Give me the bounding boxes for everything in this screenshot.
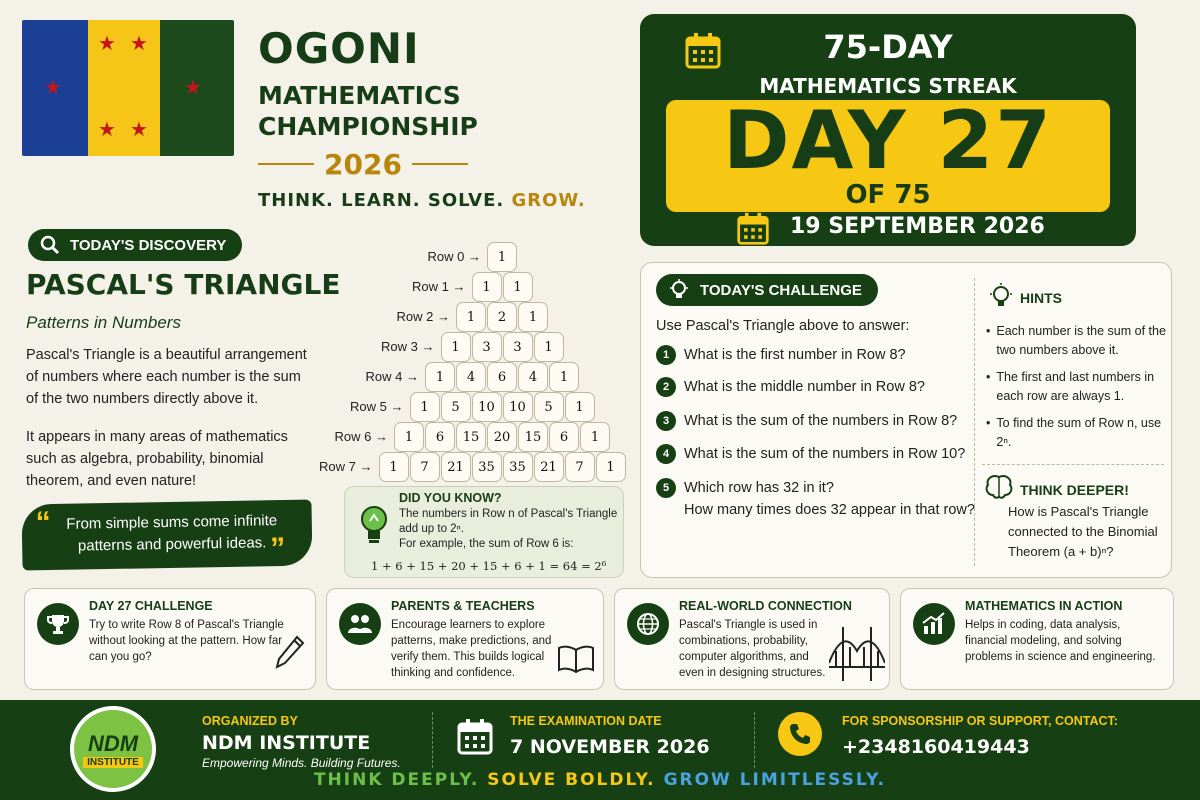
card-math-in-action — [900, 588, 1174, 690]
question-text: What is the sum of the numbers in Row 8? — [684, 413, 958, 429]
triangle-cell: 2 — [487, 302, 517, 332]
row-label: Row 3 → — [381, 339, 435, 354]
question-item — [656, 477, 975, 521]
card-body: Helps in coding, data analysis, financial modeling, and solving problems in science and engineering. — [965, 619, 1156, 663]
brain-icon — [984, 474, 1014, 500]
year: 2026 — [324, 147, 402, 181]
question-item — [656, 344, 906, 366]
triangle-cell: 5 — [534, 392, 564, 422]
day-counter-box — [666, 94, 1110, 212]
day-total: OF 75 — [845, 180, 931, 210]
streak-date: 19 SEPTEMBER 2026 — [790, 214, 1045, 239]
challenge-pill — [656, 274, 878, 306]
triangle-cell: 35 — [472, 452, 502, 482]
streak-panel — [640, 14, 1136, 246]
did-you-know-equation: 1 + 6 + 15 + 20 + 15 + 6 + 1 = 64 = 2⁶ — [371, 559, 607, 573]
row-label: Row 5 → — [350, 399, 404, 414]
triangle-cell: 21 — [534, 452, 564, 482]
star-icon: ★ — [98, 119, 116, 141]
triangle-cell: 1 — [379, 452, 409, 482]
triangle-cell: 4 — [518, 362, 548, 392]
flag-yellow-band — [88, 20, 160, 156]
lightbulb-icon — [988, 282, 1014, 312]
globe-icon — [627, 603, 669, 645]
triangle-cell: 1 — [503, 272, 533, 302]
subtitle-line-2: CHAMPIONSHIP — [258, 112, 478, 141]
divider — [982, 464, 1164, 465]
pencil-icon — [275, 635, 305, 669]
bullet: • — [986, 416, 991, 430]
divider — [754, 712, 755, 768]
motto-part: SOLVE BOLDLY. — [487, 770, 656, 790]
triangle-cell: 1 — [565, 392, 595, 422]
triangle-cell: 6 — [487, 362, 517, 392]
question-text — [684, 477, 975, 521]
question-item — [656, 443, 965, 465]
calendar-icon — [456, 718, 494, 756]
triangle-cell: 20 — [487, 422, 517, 452]
row-label: Row 7 → — [319, 459, 373, 474]
triangle-cell: 4 — [456, 362, 486, 392]
think-deeper-title: THINK DEEPER! — [1020, 482, 1129, 498]
subtitle-line-1: MATHEMATICS — [258, 81, 461, 110]
discovery-pill-label: TODAY'S DISCOVERY — [70, 236, 227, 254]
triangle-cell: 3 — [503, 332, 533, 362]
triangle-cell: 15 — [456, 422, 486, 452]
divider — [974, 278, 975, 566]
row-label: Row 4 → — [365, 369, 419, 384]
did-you-know-example: For example, the sum of Row 6 is: — [399, 538, 574, 550]
triangle-cell: 10 — [472, 392, 502, 422]
triangle-cell: 35 — [503, 452, 533, 482]
triangle-cell: 1 — [410, 392, 440, 422]
hint-item — [986, 368, 1166, 406]
triangle-cell: 1 — [441, 332, 471, 362]
applications-paragraph: It appears in many areas of mathematics such as algebra, probability, binomial theorem, and even nature! — [26, 429, 288, 489]
card-title: MATHEMATICS IN ACTION — [965, 599, 1123, 613]
hint-item — [986, 322, 1166, 360]
triangle-cell: 1 — [472, 272, 502, 302]
divider — [412, 163, 468, 165]
phone-icon — [778, 712, 822, 756]
organizer-slogan: Empowering Minds. Building Futures. — [202, 756, 401, 770]
bullet: • — [986, 324, 991, 338]
organizer-label: ORGANIZED BY — [202, 714, 298, 728]
bullet: • — [986, 370, 991, 384]
contact-label: FOR SPONSORSHIP OR SUPPORT, CONTACT: — [842, 714, 1118, 728]
star-icon: ★ — [130, 33, 148, 55]
search-icon — [40, 235, 60, 255]
tagline-main: THINK. LEARN. SOLVE. — [258, 190, 505, 211]
question-number: 3 — [656, 411, 676, 431]
triangle-cell: 15 — [518, 422, 548, 452]
streak-subtitle: MATHEMATICS STREAK — [759, 74, 1017, 98]
triangle-cell: 1 — [487, 242, 517, 272]
hint-text: Each number is the sum of the two numbers above it. — [996, 324, 1166, 357]
bridge-icon — [829, 623, 885, 683]
chart-icon — [913, 603, 955, 645]
triangle-cell: 7 — [410, 452, 440, 482]
row-label: Row 0 → — [427, 249, 481, 264]
challenge-intro: Use Pascal's Triangle above to answer: — [656, 318, 910, 334]
book-icon — [557, 645, 595, 673]
hint-text: To find the sum of Row n, use 2ⁿ. — [996, 416, 1162, 449]
card-title: REAL-WORLD CONNECTION — [679, 599, 852, 613]
triangle-cell: 1 — [580, 422, 610, 452]
triangle-cell: 3 — [472, 332, 502, 362]
question-item — [656, 376, 925, 398]
triangle-cell: 1 — [394, 422, 424, 452]
day-number: DAY 27 — [723, 94, 1053, 187]
did-you-know-box — [344, 486, 624, 578]
section-subtitle: Patterns in Numbers — [26, 313, 181, 332]
triangle-cell: 6 — [425, 422, 455, 452]
year-line — [258, 147, 468, 181]
contact-phone[interactable]: +2348160419443 — [842, 736, 1030, 758]
row-label: Row 2 → — [396, 309, 450, 324]
calendar-icon — [736, 212, 770, 246]
quote-banner — [21, 499, 312, 570]
star-icon: ★ — [98, 33, 116, 55]
intro-paragraph: Pascal's Triangle is a beautiful arrangement of numbers where each number is the sum of the two numbers directly above it. — [26, 347, 307, 407]
star-icon: ★ — [130, 119, 148, 141]
question-item — [656, 410, 957, 432]
card-title: PARENTS & TEACHERS — [391, 599, 535, 613]
challenge-pill-label: TODAY'S CHALLENGE — [700, 281, 862, 299]
row-label: Row 1 → — [412, 279, 466, 294]
exam-date: 7 NOVEMBER 2026 — [510, 736, 710, 758]
page-title: OGONI — [258, 24, 420, 73]
question-line-1: Which row has 32 in it? — [684, 480, 834, 496]
quote-text: From simple sums come infinite patterns and powerful ideas. — [66, 512, 278, 555]
question-number: 2 — [656, 377, 676, 397]
triangle-cell: 1 — [549, 362, 579, 392]
card-body: Pascal's Triangle is used in combinations, probability, computer algorithms, and even in designing structures. — [679, 619, 826, 679]
card-real-world — [614, 588, 890, 690]
card-body: Try to write Row 8 of Pascal's Triangle without looking at the pattern. How far can you go? — [89, 619, 284, 663]
page-subtitle — [258, 80, 478, 142]
triangle-cell: 6 — [549, 422, 579, 452]
people-icon — [339, 603, 381, 645]
hints-title: HINTS — [1020, 290, 1062, 306]
triangle-cell: 1 — [456, 302, 486, 332]
did-you-know-fact: The numbers in Row n of Pascal's Triangle add up to 2ⁿ. — [399, 508, 618, 535]
question-number: 5 — [656, 478, 676, 498]
question-number: 4 — [656, 444, 676, 464]
tagline — [258, 190, 586, 211]
section-title: PASCAL'S TRIANGLE — [26, 268, 341, 301]
trophy-icon — [37, 603, 79, 645]
flag-green-band — [160, 20, 234, 156]
organizer-name: NDM INSTITUTE — [202, 732, 371, 754]
open-quote-icon: “ — [35, 506, 52, 540]
row-label: Row 6 → — [334, 429, 388, 444]
streak-title: 75-DAY — [823, 28, 953, 66]
triangle-cell: 7 — [565, 452, 595, 482]
question-text: What is the first number in Row 8? — [684, 347, 906, 363]
triangle-cell: 1 — [518, 302, 548, 332]
triangle-cell: 1 — [425, 362, 455, 392]
ogoni-flag — [22, 20, 234, 156]
question-number: 1 — [656, 345, 676, 365]
card-body: Encourage learners to explore patterns, make predictions, and verify them. This builds logical thinking and confidence. — [391, 619, 552, 679]
tagline-accent: GROW. — [511, 190, 586, 211]
divider — [258, 163, 314, 165]
close-quote-icon: ” — [269, 531, 286, 566]
question-text: What is the middle number in Row 8? — [684, 379, 925, 395]
logo-subtext: INSTITUTE — [83, 757, 143, 768]
flag-blue-band — [22, 20, 88, 156]
think-deeper-body: How is Pascal's Triangle connected to the Binomial Theorem (a + b)ⁿ? — [1008, 504, 1158, 559]
did-you-know-title: DID YOU KNOW? — [399, 491, 502, 505]
hint-item — [986, 414, 1166, 452]
triangle-cell: 5 — [441, 392, 471, 422]
question-text: What is the sum of the numbers in Row 10? — [684, 446, 966, 462]
motto-part: GROW LIMITLESSLY. — [663, 770, 887, 790]
exam-date-label: THE EXAMINATION DATE — [510, 714, 662, 728]
footer-motto — [0, 770, 1200, 790]
triangle-cell: 1 — [534, 332, 564, 362]
triangle-cell: 21 — [441, 452, 471, 482]
did-you-know-body — [399, 507, 621, 552]
triangle-cell: 10 — [503, 392, 533, 422]
card-day-challenge — [24, 588, 316, 690]
star-icon: ★ — [44, 77, 62, 99]
logo-text: NDM — [87, 730, 139, 756]
star-icon: ★ — [184, 77, 202, 99]
lightbulb-icon — [668, 279, 690, 301]
card-parents-teachers — [326, 588, 604, 690]
card-title: DAY 27 CHALLENGE — [89, 599, 213, 613]
triangle-cell: 1 — [596, 452, 626, 482]
divider — [432, 712, 433, 768]
motto-part: THINK DEEPLY. — [313, 770, 480, 790]
hint-text: The first and last numbers in each row are always 1. — [996, 370, 1155, 403]
discovery-pill — [28, 229, 242, 261]
question-line-2: How many times does 32 appear in that row? — [684, 502, 975, 518]
lightbulb-icon — [357, 503, 391, 547]
